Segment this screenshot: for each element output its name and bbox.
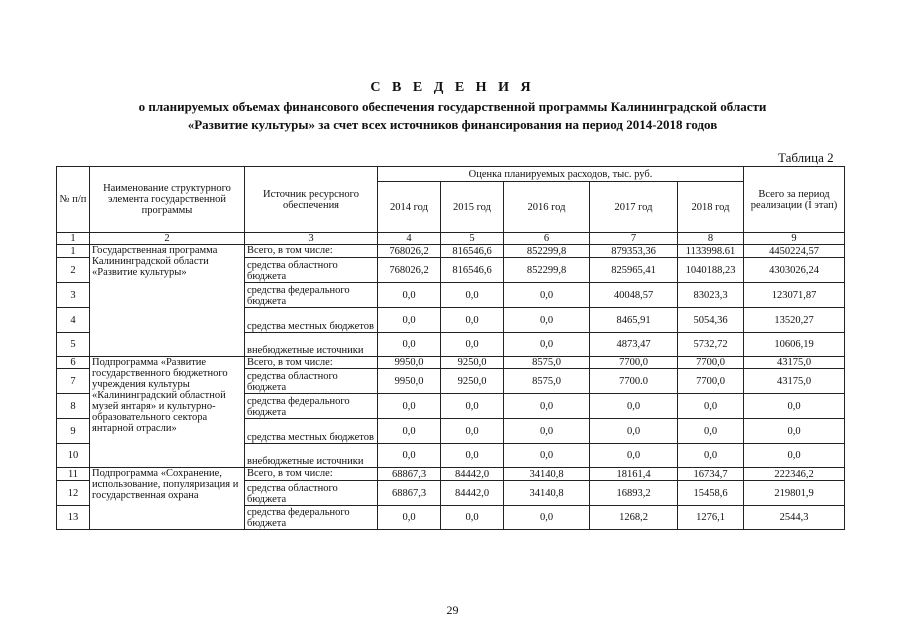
- year-value: 84442,0: [441, 481, 504, 506]
- total-value: 13520,27: [744, 308, 845, 333]
- year-value: 0,0: [678, 419, 744, 444]
- year-value: 0,0: [378, 308, 441, 333]
- year-value: 0,0: [441, 444, 504, 468]
- document-title: С В Е Д Е Н И Я: [370, 80, 535, 95]
- year-value: 852299,8: [504, 258, 590, 283]
- year-value: 0,0: [504, 394, 590, 419]
- year-value: 0,0: [504, 333, 590, 357]
- year-value: 40048,57: [590, 283, 678, 308]
- year-value: 0,0: [504, 444, 590, 468]
- year-value: 68867,3: [378, 481, 441, 506]
- funding-source: средства федерального бюджета: [245, 506, 378, 530]
- column-index: 6: [504, 233, 590, 245]
- row-number: 11: [57, 468, 90, 481]
- year-value: 68867,3: [378, 468, 441, 481]
- year-value: 0,0: [378, 444, 441, 468]
- document-subtitle-line-2: «Развитие культуры» за счет всех источников финансирования на период 2014-2018 годов: [187, 117, 718, 132]
- year-value: 0,0: [590, 394, 678, 419]
- year-value: 0,0: [590, 419, 678, 444]
- column-index: 2: [90, 233, 245, 245]
- total-value: 4303026,24: [744, 258, 845, 283]
- header-total: Всего за период реализации (I этап): [744, 167, 845, 233]
- column-index: 8: [678, 233, 744, 245]
- year-value: 0,0: [678, 444, 744, 468]
- year-value: 852299,8: [504, 245, 590, 258]
- year-value: 16734,7: [678, 468, 744, 481]
- funding-source: средства областного бюджета: [245, 369, 378, 394]
- row-number: 6: [57, 357, 90, 369]
- header-year: 2017 год: [590, 182, 678, 233]
- year-value: 0,0: [441, 506, 504, 530]
- year-value: 816546,6: [441, 245, 504, 258]
- year-value: 9250,0: [441, 369, 504, 394]
- year-value: 7700,0: [678, 369, 744, 394]
- funding-source: средства местных бюджетов: [245, 308, 378, 333]
- year-value: 5054,36: [678, 308, 744, 333]
- year-value: 879353,36: [590, 245, 678, 258]
- row-number: 4: [57, 308, 90, 333]
- total-value: 0,0: [744, 394, 845, 419]
- year-value: 0,0: [378, 333, 441, 357]
- year-value: 7700.0: [590, 369, 678, 394]
- column-index: 9: [744, 233, 845, 245]
- total-value: 222346,2: [744, 468, 845, 481]
- row-number: 3: [57, 283, 90, 308]
- program-element-name: Подпрограмма «Развитие государственного бюджетного учреждения культуры «Калининградский областной музей янтаря» и культурно-образовательного сектора янтарной отрасли»: [90, 357, 245, 468]
- table-number-label: Таблица 2: [778, 150, 834, 165]
- row-number: 7: [57, 369, 90, 394]
- total-value: 43175,0: [744, 369, 845, 394]
- header-year: 2015 год: [441, 182, 504, 233]
- row-number: 1: [57, 245, 90, 258]
- funding-source: Всего, в том числе:: [245, 357, 378, 369]
- year-value: 0,0: [504, 283, 590, 308]
- row-number: 13: [57, 506, 90, 530]
- year-value: 34140,8: [504, 481, 590, 506]
- header-year: 2014 год: [378, 182, 441, 233]
- row-number: 2: [57, 258, 90, 283]
- row-number: 9: [57, 419, 90, 444]
- program-element-name: Государственная программа Калининградской области «Развитие культуры»: [90, 245, 245, 357]
- total-value: 10606,19: [744, 333, 845, 357]
- year-value: 0,0: [441, 394, 504, 419]
- year-value: 0,0: [504, 308, 590, 333]
- total-value: 43175,0: [744, 357, 845, 369]
- year-value: 8465,91: [590, 308, 678, 333]
- year-value: 1276,1: [678, 506, 744, 530]
- year-value: 816546,6: [441, 258, 504, 283]
- funding-source: средства федерального бюджета: [245, 283, 378, 308]
- year-value: 84442,0: [441, 468, 504, 481]
- row-number: 8: [57, 394, 90, 419]
- header-year: 2018 год: [678, 182, 744, 233]
- year-value: 0,0: [378, 394, 441, 419]
- table-row: [57, 245, 845, 258]
- page-number: 29: [446, 603, 459, 617]
- column-index: 4: [378, 233, 441, 245]
- year-value: 16893,2: [590, 481, 678, 506]
- year-value: 0,0: [590, 444, 678, 468]
- year-value: 0,0: [504, 419, 590, 444]
- year-value: 7700,0: [590, 357, 678, 369]
- year-value: 0,0: [441, 283, 504, 308]
- year-value: 7700,0: [678, 357, 744, 369]
- funding-source: средства областного бюджета: [245, 258, 378, 283]
- year-value: 1040188,23: [678, 258, 744, 283]
- year-value: 8575,0: [504, 357, 590, 369]
- year-value: 768026,2: [378, 245, 441, 258]
- column-index: 1: [57, 233, 90, 245]
- column-index-row: [57, 233, 845, 245]
- year-value: 9950,0: [378, 369, 441, 394]
- funding-source: средства федерального бюджета: [245, 394, 378, 419]
- year-value: 825965,41: [590, 258, 678, 283]
- year-value: 18161,4: [590, 468, 678, 481]
- year-value: 0,0: [678, 394, 744, 419]
- year-value: 1133998.61: [678, 245, 744, 258]
- total-value: 0,0: [744, 419, 845, 444]
- funding-source: Всего, в том числе:: [245, 245, 378, 258]
- year-value: 83023,3: [678, 283, 744, 308]
- year-value: 0,0: [441, 308, 504, 333]
- year-value: 9950,0: [378, 357, 441, 369]
- header-expense-estimate: Оценка планируемых расходов, тыс. руб.: [378, 167, 744, 182]
- total-value: 4450224,57: [744, 245, 845, 258]
- financing-table: [56, 166, 845, 530]
- year-value: 8575,0: [504, 369, 590, 394]
- year-value: 15458,6: [678, 481, 744, 506]
- header-element-name: Наименование структурного элемента государственной программы: [90, 167, 245, 233]
- year-value: 0,0: [378, 419, 441, 444]
- row-number: 5: [57, 333, 90, 357]
- year-value: 1268,2: [590, 506, 678, 530]
- program-element-name: Подпрограмма «Сохранение, использование, популяризация и государственная охрана: [90, 468, 245, 530]
- year-value: 0,0: [378, 506, 441, 530]
- total-value: 0,0: [744, 444, 845, 468]
- funding-source: Всего, в том числе:: [245, 468, 378, 481]
- year-value: 768026,2: [378, 258, 441, 283]
- year-value: 0,0: [378, 283, 441, 308]
- year-value: 0,0: [504, 506, 590, 530]
- total-value: 219801,9: [744, 481, 845, 506]
- table-row: [57, 468, 845, 481]
- total-value: 123071,87: [744, 283, 845, 308]
- year-value: 0,0: [441, 333, 504, 357]
- funding-source: средства областного бюджета: [245, 481, 378, 506]
- funding-source: средства местных бюджетов: [245, 419, 378, 444]
- column-index: 5: [441, 233, 504, 245]
- header-year: 2016 год: [504, 182, 590, 233]
- funding-source: внебюджетные источники: [245, 444, 378, 468]
- row-number: 10: [57, 444, 90, 468]
- header-num: № п/п: [57, 167, 90, 233]
- year-value: 4873,47: [590, 333, 678, 357]
- year-value: 34140,8: [504, 468, 590, 481]
- total-value: 2544,3: [744, 506, 845, 530]
- document-subtitle-line-1: о планируемых объемах финансового обеспечения государственной программы Калининградской области: [138, 99, 767, 114]
- funding-source: внебюджетные источники: [245, 333, 378, 357]
- column-index: 7: [590, 233, 678, 245]
- table-row: [57, 357, 845, 369]
- year-value: 9250,0: [441, 357, 504, 369]
- year-value: 5732,72: [678, 333, 744, 357]
- column-index: 3: [245, 233, 378, 245]
- header-source: Источник ресурсного обеспечения: [245, 167, 378, 233]
- year-value: 0,0: [441, 419, 504, 444]
- row-number: 12: [57, 481, 90, 506]
